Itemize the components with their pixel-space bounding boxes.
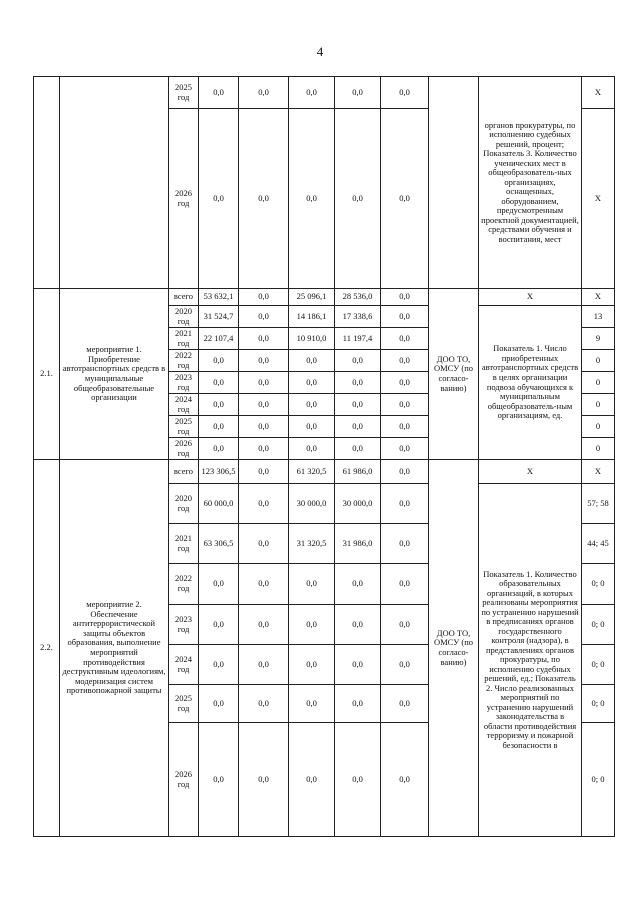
indicator-header-cell: X: [479, 460, 582, 484]
year-cell: 2026 год: [169, 438, 199, 460]
table-row: [34, 460, 615, 484]
value-cell: 0; 0: [582, 685, 615, 723]
indicator-cell: Показатель 1. Число приобретенных автотранспортных средств в целях организации подвоза обучающихся к муниципальным общеобразователь-ным организациям, ед.: [479, 306, 582, 460]
funding-cell: 0,0: [381, 328, 429, 350]
total-cell: 0,0: [199, 605, 239, 645]
funding-cell: 11 197,4: [335, 328, 381, 350]
funding-cell: 0,0: [381, 372, 429, 394]
total-cell: 0,0: [199, 564, 239, 605]
value-cell: 57; 58: [582, 484, 615, 524]
value-cell: 0: [582, 372, 615, 394]
total-cell: 0,0: [199, 723, 239, 837]
funding-cell: 30 000,0: [335, 484, 381, 524]
value-cell: 44; 45: [582, 524, 615, 564]
funding-cell: 0,0: [239, 685, 289, 723]
year-cell: 2026 год: [169, 723, 199, 837]
funding-cell: 0,0: [335, 645, 381, 685]
executor-cell: [429, 77, 479, 289]
executor-cell: ДОО ТО, ОМСУ (по согласо-ванию): [429, 289, 479, 460]
funding-cell: 0,0: [381, 685, 429, 723]
funding-cell: 0,0: [335, 350, 381, 372]
funding-cell: 0,0: [289, 109, 335, 289]
total-cell: 31 524,7: [199, 306, 239, 328]
value-cell: 0; 0: [582, 645, 615, 685]
funding-cell: 25 096,1: [289, 289, 335, 306]
funding-cell: 0,0: [381, 394, 429, 416]
total-cell: 0,0: [199, 438, 239, 460]
total-cell: 0,0: [199, 685, 239, 723]
year-cell: 2024 год: [169, 645, 199, 685]
funding-cell: 0,0: [239, 416, 289, 438]
indicator-cell: органов прокуратуры, по исполнению судебных решений, процент; Показатель 3. Количество ученических мест в общеобразователь-ных организациях, оснащенных, оборудованием, предусмотренным проектной документацией, средствами обучения и воспитания, мест: [479, 77, 582, 289]
funding-cell: 0,0: [239, 438, 289, 460]
funding-cell: 31 320,5: [289, 524, 335, 564]
value-cell: 0; 0: [582, 605, 615, 645]
funding-cell: 0,0: [239, 645, 289, 685]
executor-cell: ДОО ТО, ОМСУ (по согласо-ванию): [429, 460, 479, 837]
funding-cell: 0,0: [289, 564, 335, 605]
funding-cell: 0,0: [289, 416, 335, 438]
funding-cell: 30 000,0: [289, 484, 335, 524]
year-cell: всего: [169, 289, 199, 306]
total-cell: 0,0: [199, 372, 239, 394]
value-cell: X: [582, 77, 615, 109]
funding-cell: 0,0: [239, 350, 289, 372]
value-cell: X: [582, 289, 615, 306]
funding-cell: 0,0: [335, 685, 381, 723]
funding-cell: 0,0: [381, 306, 429, 328]
funding-cell: 14 186,1: [289, 306, 335, 328]
value-cell: 0: [582, 350, 615, 372]
value-cell: 9: [582, 328, 615, 350]
funding-cell: 0,0: [335, 723, 381, 837]
funding-cell: 0,0: [381, 645, 429, 685]
funding-cell: 0,0: [381, 350, 429, 372]
funding-cell: 0,0: [289, 723, 335, 837]
funding-cell: 0,0: [239, 289, 289, 306]
year-cell: 2020 год: [169, 484, 199, 524]
year-cell: 2026 год: [169, 109, 199, 289]
funding-cell: 0,0: [381, 524, 429, 564]
funding-cell: 0,0: [335, 438, 381, 460]
year-cell: 2025 год: [169, 685, 199, 723]
year-cell: 2023 год: [169, 372, 199, 394]
funding-cell: 0,0: [335, 109, 381, 289]
funding-cell: 0,0: [335, 564, 381, 605]
activity-name-cell: мероприятие 2. Обеспечение антитеррористической защиты объектов образования, выполнение мероприятий противодействия деструктивным идеологиям, модернизация систем противопожарной защиты: [60, 460, 169, 837]
funding-cell: 61 320,5: [289, 460, 335, 484]
value-cell: X: [582, 109, 615, 289]
value-cell: 0: [582, 438, 615, 460]
total-cell: 123 306,5: [199, 460, 239, 484]
total-cell: 63 306,5: [199, 524, 239, 564]
funding-cell: 0,0: [239, 524, 289, 564]
total-cell: 0,0: [199, 109, 239, 289]
value-cell: 0; 0: [582, 564, 615, 605]
funding-cell: 0,0: [381, 723, 429, 837]
value-cell: 0: [582, 416, 615, 438]
funding-cell: 0,0: [381, 289, 429, 306]
funding-cell: 0,0: [239, 394, 289, 416]
total-cell: 60 000,0: [199, 484, 239, 524]
year-cell: 2020 год: [169, 306, 199, 328]
funding-cell: 0,0: [335, 605, 381, 645]
total-cell: 53 632,1: [199, 289, 239, 306]
funding-cell: 0,0: [335, 416, 381, 438]
total-cell: 22 107,4: [199, 328, 239, 350]
funding-cell: 0,0: [239, 460, 289, 484]
funding-cell: 0,0: [239, 328, 289, 350]
indicator-cell: Показатель 1. Количество образовательных организаций, в которых реализованы мероприятия по устранению нарушений в предписаниях органов государственного контроля (надзора), в представлениях органов прокуратуры, по исполнению судебных решений, ед.; Показатель 2. Число реализованных мероприятий по устранению нарушений законодательства в области противодействия терроризму и пожарной безопасности в: [479, 484, 582, 837]
funding-cell: 0,0: [289, 685, 335, 723]
year-cell: 2025 год: [169, 77, 199, 109]
year-cell: 2022 год: [169, 564, 199, 605]
funding-cell: 0,0: [289, 394, 335, 416]
funding-cell: 0,0: [335, 394, 381, 416]
funding-cell: 0,0: [289, 77, 335, 109]
funding-cell: 0,0: [239, 484, 289, 524]
funding-cell: 31 986,0: [335, 524, 381, 564]
value-cell: X: [582, 460, 615, 484]
indicator-header-cell: X: [479, 289, 582, 306]
row-number-cell: 2.2.: [34, 460, 60, 837]
year-cell: всего: [169, 460, 199, 484]
funding-cell: 0,0: [381, 460, 429, 484]
year-cell: 2021 год: [169, 328, 199, 350]
year-cell: 2022 год: [169, 350, 199, 372]
year-cell: 2025 год: [169, 416, 199, 438]
table-row: [34, 289, 615, 306]
funding-cell: 10 910,0: [289, 328, 335, 350]
row-number-cell: 2.1.: [34, 289, 60, 460]
year-cell: 2023 год: [169, 605, 199, 645]
funding-cell: 0,0: [239, 77, 289, 109]
funding-cell: 0,0: [239, 723, 289, 837]
funding-cell: 0,0: [239, 306, 289, 328]
table-row: [34, 77, 615, 109]
total-cell: 0,0: [199, 416, 239, 438]
funding-cell: 0,0: [381, 416, 429, 438]
funding-cell: 0,0: [381, 605, 429, 645]
page-number: 4: [316, 44, 324, 59]
value-cell: 13: [582, 306, 615, 328]
funding-cell: 0,0: [289, 372, 335, 394]
total-cell: 0,0: [199, 350, 239, 372]
value-cell: 0; 0: [582, 723, 615, 837]
total-cell: 0,0: [199, 645, 239, 685]
activity-name-cell: [60, 77, 169, 289]
funding-cell: 0,0: [381, 438, 429, 460]
funding-cell: 0,0: [335, 372, 381, 394]
funding-cell: 0,0: [381, 484, 429, 524]
row-number-cell: [34, 77, 60, 289]
funding-cell: 0,0: [239, 605, 289, 645]
funding-cell: 0,0: [289, 350, 335, 372]
total-cell: 0,0: [199, 394, 239, 416]
total-cell: 0,0: [199, 77, 239, 109]
funding-cell: 0,0: [289, 645, 335, 685]
funding-cell: 0,0: [239, 372, 289, 394]
funding-cell: 0,0: [289, 438, 335, 460]
funding-cell: 28 536,0: [335, 289, 381, 306]
activity-name-cell: мероприятие 1. Приобретение автотранспортных средств в муниципальные общеобразовательные организации: [60, 289, 169, 460]
funding-cell: 0,0: [239, 109, 289, 289]
funding-cell: 0,0: [381, 109, 429, 289]
funding-cell: 0,0: [289, 605, 335, 645]
year-cell: 2024 год: [169, 394, 199, 416]
funding-cell: 0,0: [381, 564, 429, 605]
funding-cell: 0,0: [239, 564, 289, 605]
program-table: [33, 76, 615, 837]
funding-cell: 61 986,0: [335, 460, 381, 484]
funding-cell: 0,0: [335, 77, 381, 109]
value-cell: 0: [582, 394, 615, 416]
year-cell: 2021 год: [169, 524, 199, 564]
funding-cell: 0,0: [381, 77, 429, 109]
funding-cell: 17 338,6: [335, 306, 381, 328]
